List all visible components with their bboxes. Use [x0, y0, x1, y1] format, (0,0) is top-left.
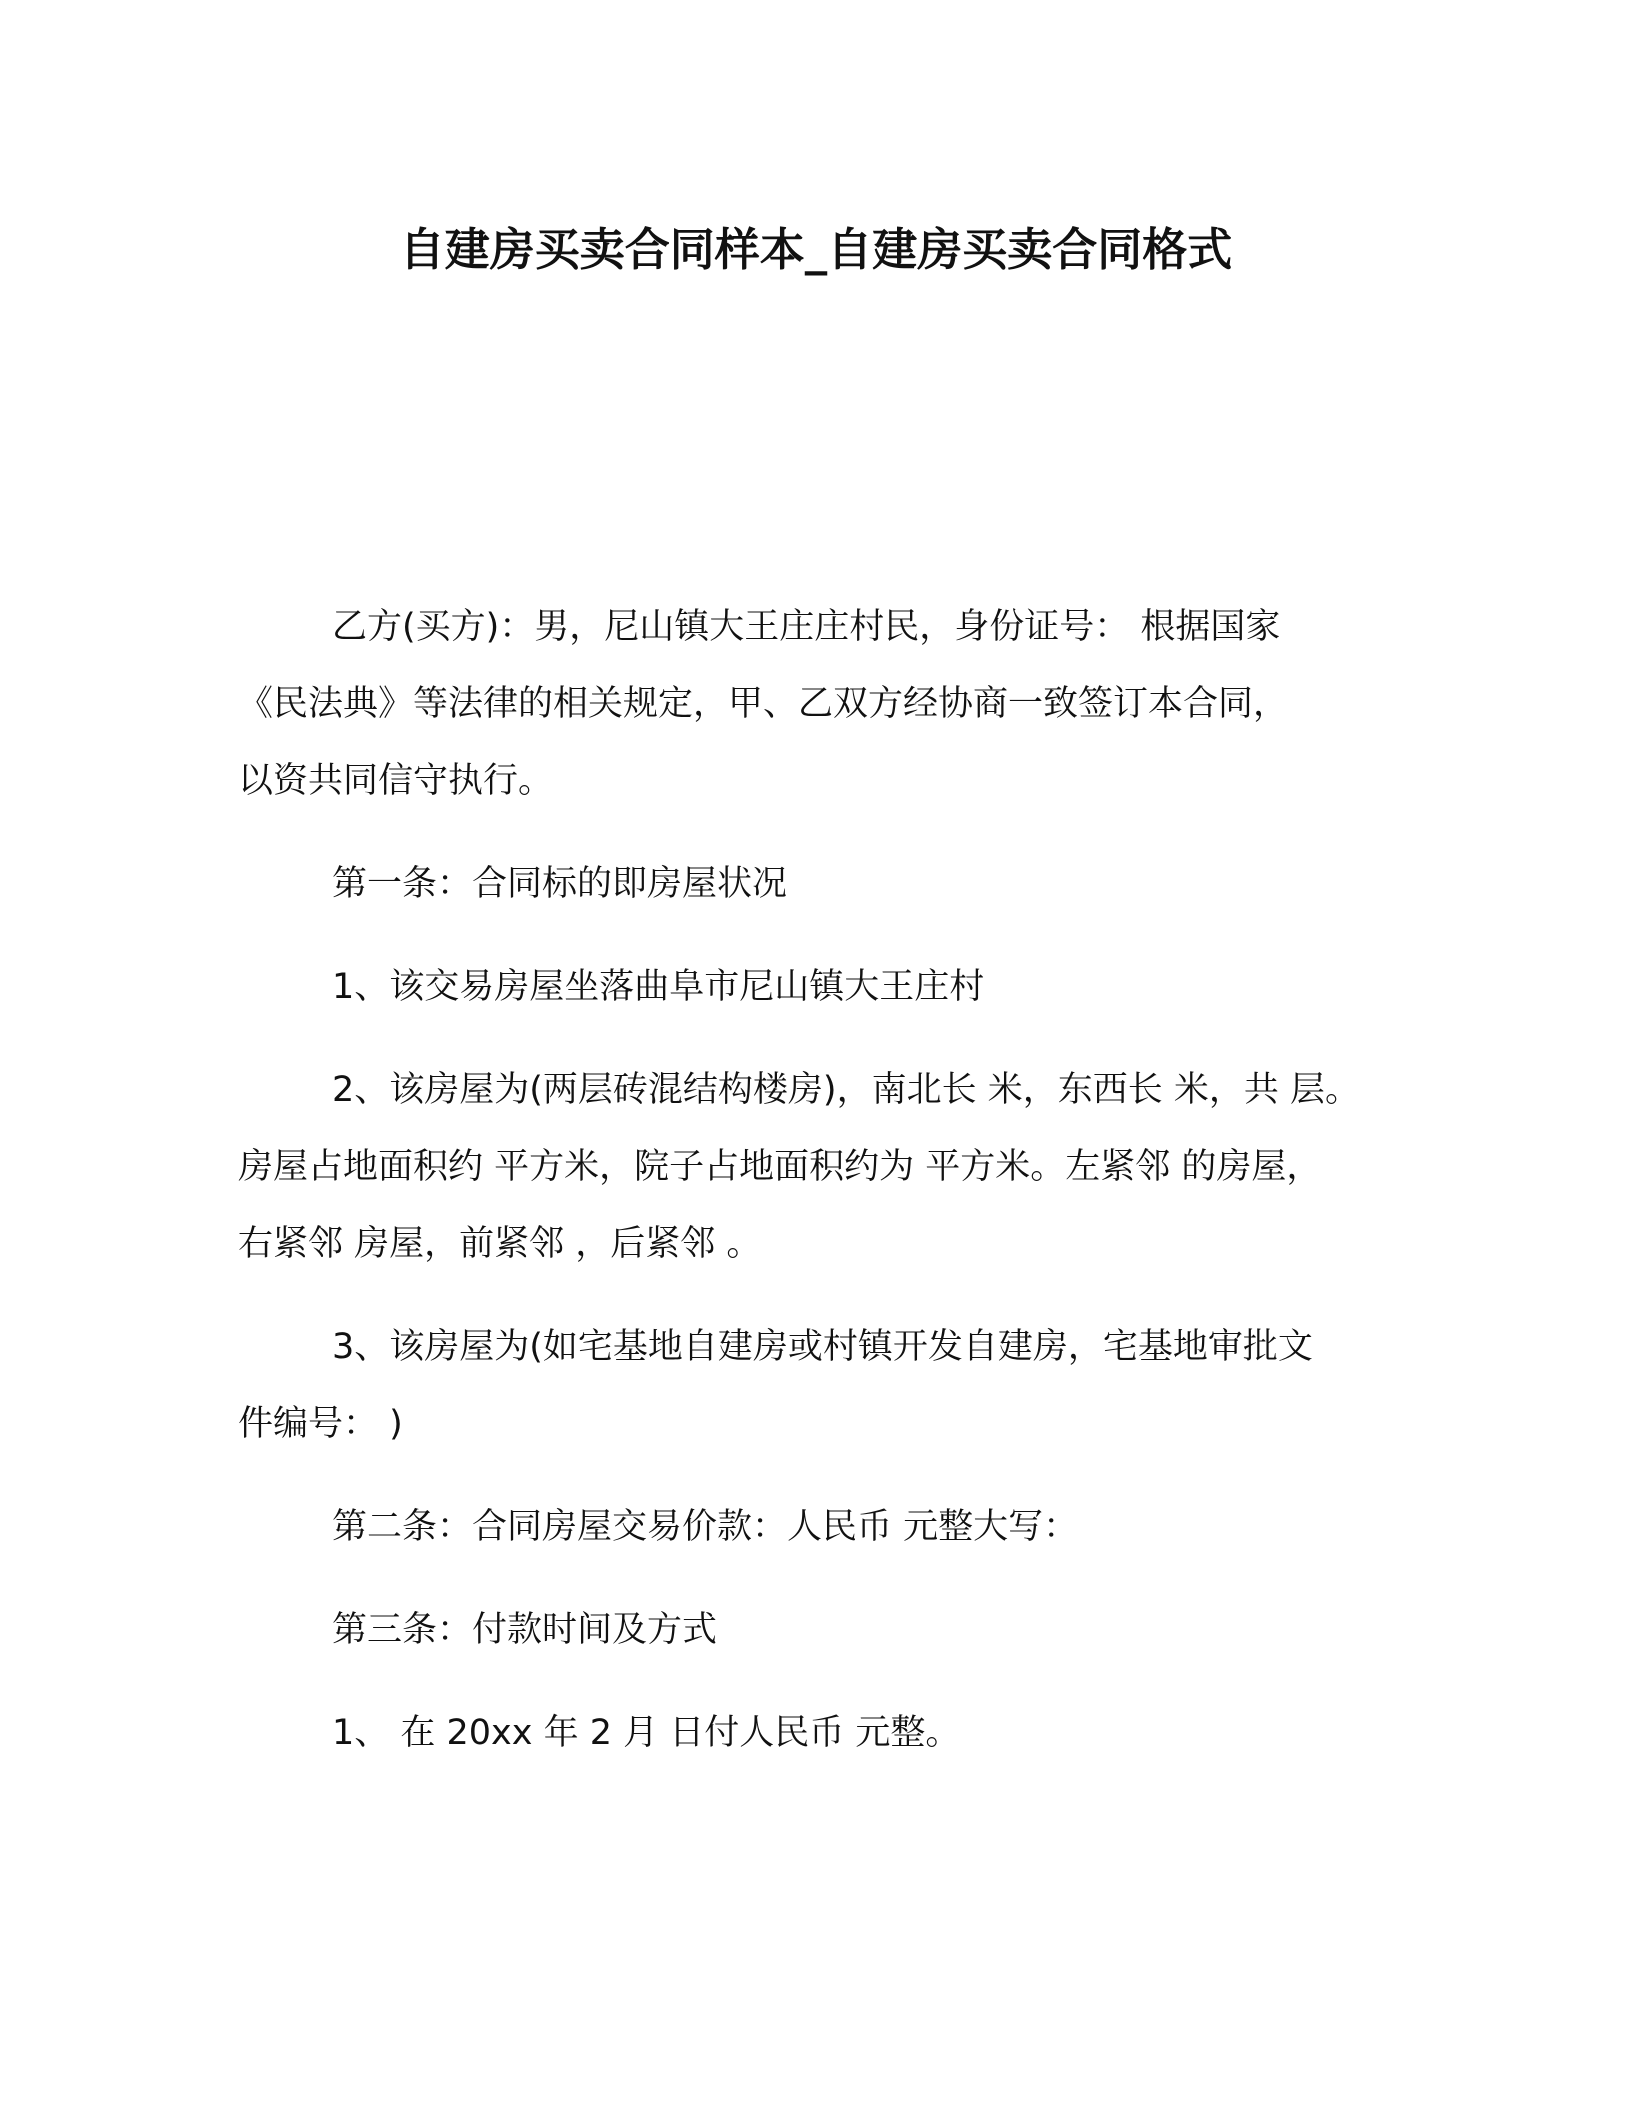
paragraph-article-3-heading — [238, 1592, 1403, 1669]
text-line: 2、该房屋为(两层砖混结构楼房)，南北长 米，东西长 米，共 层。 — [332, 1070, 1360, 1110]
text-line: 第三条：付款时间及方式 — [332, 1610, 718, 1650]
text-line: 第一条：合同标的即房屋状况 — [332, 864, 788, 904]
paragraph-gap — [238, 1283, 1403, 1309]
paragraph-gap — [238, 1026, 1403, 1052]
paragraph-gap — [238, 820, 1403, 846]
paragraph-item-1 — [238, 949, 1403, 1026]
text-line: 右紧邻 房屋，前紧邻 ，后紧邻 。 — [238, 1224, 762, 1264]
paragraph-gap — [238, 1669, 1403, 1695]
paragraph-gap — [238, 923, 1403, 949]
text-line: 1、该交易房屋坐落曲阜市尼山镇大王庄村 — [332, 967, 985, 1007]
text-line: 《民法典》等法律的相关规定，甲、乙双方经协商一致签订本合同， — [238, 684, 1289, 724]
text-line: 1、 在 20xx 年 2 月 日付人民币 元整。 — [332, 1713, 961, 1753]
document-body — [238, 589, 1403, 1772]
text-line: 3、该房屋为(如宅基地自建房或村镇开发自建房，宅基地审批文 — [332, 1327, 1313, 1367]
paragraph-payment-item-1 — [238, 1695, 1403, 1772]
text-line: 第二条：合同房屋交易价款：人民币 元整大写： — [332, 1507, 1079, 1547]
paragraph-preamble — [238, 589, 1403, 820]
paragraph-item-2 — [238, 1052, 1403, 1283]
paragraph-item-3 — [238, 1309, 1403, 1463]
document-title: 自建房买卖合同样本_自建房买卖合同格式 — [399, 223, 1233, 276]
text-line: 房屋占地面积约 平方米，院子占地面积约为 平方米。左紧邻 的房屋， — [238, 1147, 1322, 1187]
paragraph-gap — [238, 1566, 1403, 1592]
paragraph-article-2 — [238, 1489, 1403, 1566]
paragraph-gap — [238, 1463, 1403, 1489]
text-line: 乙方(买方)：男，尼山镇大王庄庄村民，身份证号： 根据国家 — [332, 607, 1281, 647]
text-line: 以资共同信守执行。 — [238, 761, 554, 801]
text-line: 件编号： ) — [238, 1404, 403, 1444]
paragraph-article-1-heading — [238, 846, 1403, 923]
